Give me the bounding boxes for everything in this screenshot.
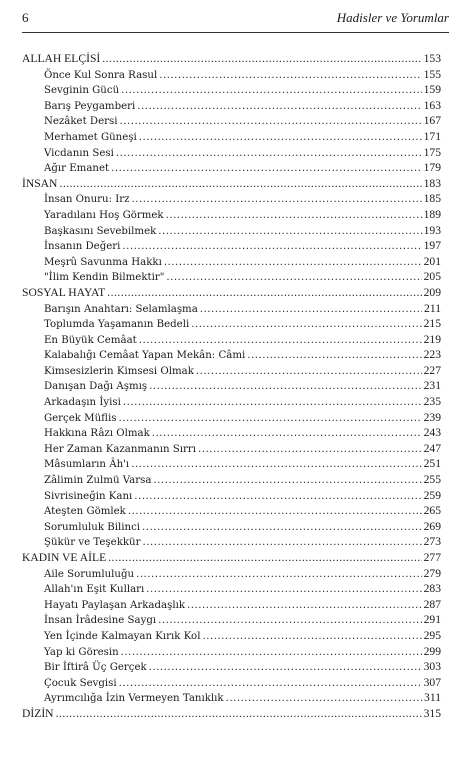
table-of-contents — [22, 51, 441, 722]
toc-entry-page: 235 — [423, 395, 441, 409]
toc-entry — [22, 534, 441, 550]
toc-entry — [22, 363, 441, 379]
toc-entry — [22, 238, 441, 254]
toc-entry-page: 209 — [423, 285, 441, 299]
toc-entry-title: İnsan İrâdesine Saygı — [44, 615, 157, 627]
dot-leader — [247, 348, 421, 364]
toc-entry — [22, 472, 441, 488]
toc-entry — [22, 98, 441, 114]
toc-entry — [22, 332, 441, 348]
toc-entry-title: Mâsumların Âh'ı — [44, 459, 130, 471]
toc-entry-page: 223 — [423, 348, 441, 362]
toc-entry-title: DİZİN — [22, 706, 54, 720]
dot-leader — [119, 676, 422, 692]
toc-entry — [22, 145, 441, 161]
dot-leader — [187, 598, 422, 614]
toc-entry-page: 163 — [423, 98, 441, 112]
toc-entry-page: 303 — [423, 660, 441, 674]
dot-leader — [121, 645, 422, 661]
toc-entry-page: 259 — [423, 488, 441, 502]
toc-entry-title: Ağır Emanet — [44, 163, 110, 175]
toc-entry-page: 219 — [423, 332, 441, 346]
toc-entry-title: Yaradılanı Hoş Görmek — [44, 209, 164, 221]
toc-entry — [22, 316, 441, 332]
toc-entry-page: 201 — [423, 254, 441, 268]
toc-entry-title: Önce Kul Sonra Rasul — [44, 69, 158, 81]
page-number: 6 — [22, 10, 29, 25]
toc-entry-title: Aile Sorumluluğu — [44, 568, 135, 580]
dot-leader — [132, 192, 422, 208]
toc-entry — [22, 223, 441, 239]
toc-entry — [22, 301, 441, 317]
toc-entry-page: 231 — [423, 379, 441, 393]
dot-leader — [136, 567, 422, 583]
dot-leader — [131, 457, 421, 473]
toc-entry-title: SOSYAL HAYAT — [22, 285, 106, 299]
toc-entry-page: 291 — [423, 613, 441, 627]
toc-entry-page: 315 — [423, 706, 441, 720]
dot-leader — [158, 224, 421, 240]
dot-leader — [111, 161, 422, 177]
toc-entry-page: 279 — [423, 566, 441, 580]
toc-entry-page: 239 — [423, 410, 441, 424]
dot-leader — [107, 285, 421, 301]
toc-entry — [22, 207, 441, 223]
toc-entry-title: Vicdanın Sesi — [44, 147, 114, 159]
toc-section-entry — [22, 550, 441, 566]
toc-entry — [22, 659, 441, 675]
toc-entry-title: Merhamet Güneşi — [44, 131, 137, 143]
toc-entry — [22, 566, 441, 582]
dot-leader — [226, 691, 422, 707]
toc-entry-page: 299 — [423, 644, 441, 658]
toc-entry-page: 183 — [423, 176, 441, 190]
toc-entry-title: "İlim Kendin Bilmektir" — [44, 272, 165, 284]
toc-entry — [22, 191, 441, 207]
dot-leader — [121, 83, 421, 99]
dot-leader — [139, 130, 422, 146]
toc-entry-title: Hayatı Paylaşan Arkadaşlık — [44, 599, 186, 611]
dot-leader — [166, 270, 421, 286]
dot-leader — [191, 317, 421, 333]
toc-entry-page: 179 — [423, 161, 441, 175]
toc-entry — [22, 269, 441, 285]
dot-leader — [118, 411, 421, 427]
toc-entry-title: ALLAH ELÇİSİ — [22, 52, 101, 65]
toc-section-entry — [22, 285, 441, 301]
toc-entry-title: Yen İçinde Kalmayan Kırık Kol — [44, 630, 201, 642]
toc-entry — [22, 160, 441, 176]
toc-entry — [22, 67, 441, 83]
toc-entry-title: Nezâket Dersi — [44, 116, 118, 128]
toc-entry — [22, 488, 441, 504]
toc-entry — [22, 378, 441, 394]
dot-leader — [128, 504, 422, 520]
toc-entry-title: Toplumda Yaşamanın Bedeli — [44, 319, 190, 331]
dot-leader — [146, 582, 421, 598]
toc-entry-page: 189 — [423, 207, 441, 221]
toc-entry-page: 307 — [423, 675, 441, 689]
toc-entry-page: 277 — [423, 551, 441, 564]
toc-entry-page: 269 — [423, 519, 441, 533]
toc-entry — [22, 597, 441, 613]
toc-entry — [22, 82, 441, 98]
dot-leader — [198, 442, 422, 458]
toc-entry — [22, 113, 441, 129]
toc-entry — [22, 129, 441, 145]
toc-entry-title: Sivrisineğin Kanı — [44, 490, 133, 502]
dot-leader — [158, 613, 422, 629]
toc-entry-page: 205 — [423, 270, 441, 284]
toc-entry-title: Şükür ve Teşekkür — [44, 537, 141, 549]
toc-entry — [22, 581, 441, 597]
toc-entry — [22, 394, 441, 410]
toc-entry — [22, 690, 441, 706]
dot-leader — [116, 146, 422, 162]
toc-entry-page: 155 — [423, 67, 441, 81]
dot-leader — [152, 426, 422, 442]
toc-entry-title: Barış Peygamberi — [44, 100, 136, 112]
toc-entry-title: Çocuk Sevgisi — [44, 677, 117, 689]
page-header — [22, 10, 449, 26]
toc-entry-title: Ayrımcılığa İzin Vermeyen Tanıklık — [44, 693, 224, 705]
toc-entry-page: 265 — [423, 504, 441, 518]
toc-entry-page: 211 — [424, 301, 441, 315]
dot-leader — [200, 302, 422, 318]
toc-entry-title: İnsan Onuru: Irz — [44, 194, 130, 206]
toc-entry — [22, 410, 441, 426]
dot-leader — [59, 176, 421, 192]
header-rule — [22, 32, 449, 33]
dot-leader — [119, 114, 421, 130]
toc-entry-page: 153 — [423, 52, 441, 65]
toc-entry — [22, 254, 441, 270]
dot-leader — [149, 379, 421, 395]
toc-entry — [22, 441, 441, 457]
toc-section-entry — [22, 51, 441, 67]
running-title: Hadisler ve Yorumlar — [336, 10, 449, 25]
toc-entry-page: 171 — [423, 129, 441, 143]
toc-entry — [22, 628, 441, 644]
dot-leader — [153, 473, 421, 489]
toc-entry-title: İnsanın Değeri — [44, 241, 121, 253]
dot-leader — [108, 550, 421, 566]
toc-entry — [22, 675, 441, 691]
dot-leader — [139, 333, 422, 349]
toc-entry-title: Bir İftirâ Üç Gerçek — [44, 662, 147, 674]
toc-entry — [22, 612, 441, 628]
dot-leader — [149, 660, 422, 676]
dot-leader — [122, 239, 421, 255]
toc-entry-page: 197 — [423, 239, 441, 253]
toc-entry-page: 159 — [423, 83, 441, 97]
toc-entry — [22, 347, 441, 363]
toc-entry-title: Arkadaşın İyisi — [44, 397, 121, 409]
toc-entry-title: Her Zaman Kazanmanın Sırrı — [44, 443, 196, 455]
dot-leader — [142, 520, 422, 536]
toc-entry-title: Barışın Anahtarı: Selamlaşma — [44, 303, 198, 315]
toc-section-entry — [22, 706, 441, 722]
toc-entry-title: İNSAN — [22, 176, 58, 190]
toc-entry-page: 215 — [423, 317, 441, 331]
dot-leader — [123, 395, 422, 411]
toc-entry-title: Sevginin Gücü — [44, 85, 120, 97]
toc-entry-title: En Büyük Cemâat — [44, 334, 137, 346]
dot-leader — [56, 706, 422, 722]
toc-entry — [22, 456, 441, 472]
toc-entry-title: Allah'ın Eşit Kulları — [44, 584, 145, 596]
toc-entry-page: 167 — [423, 114, 441, 128]
dot-leader — [166, 208, 422, 224]
toc-entry-title: Danışan Dağı Aşmış — [44, 381, 148, 393]
toc-entry-title: Sorumluluk Bilinci — [44, 521, 141, 533]
toc-entry-page: 193 — [423, 223, 441, 237]
toc-entry-page: 283 — [423, 582, 441, 596]
toc-entry-page: 295 — [423, 628, 441, 642]
toc-entry-page: 247 — [423, 441, 441, 455]
toc-entry-title: Yap ki Göresin — [44, 646, 119, 658]
dot-leader — [137, 99, 421, 115]
dot-leader — [196, 364, 422, 380]
toc-entry — [22, 503, 441, 519]
toc-entry-page: 311 — [424, 691, 441, 705]
toc-entry-title: Hakkına Râzı Olmak — [44, 428, 150, 440]
toc-section-entry — [22, 176, 441, 192]
toc-entry-title: Kimsesizlerin Kimsesi Olmak — [44, 365, 194, 377]
toc-entry-title: Kalabalığı Cemâat Yapan Mekân: Câmi — [44, 350, 246, 362]
toc-entry-title: KADIN VE AİLE — [22, 551, 107, 564]
toc-entry-page: 273 — [423, 535, 441, 549]
toc-entry-page: 243 — [423, 426, 441, 440]
toc-entry — [22, 644, 441, 660]
toc-entry-page: 175 — [423, 145, 441, 159]
toc-entry-page: 227 — [423, 363, 441, 377]
toc-entry-title: Zâlimin Zulmü Varsa — [44, 475, 152, 487]
toc-entry-page: 255 — [423, 473, 441, 487]
toc-entry-title: Başkasını Sevebilmek — [44, 225, 157, 237]
toc-entry — [22, 425, 441, 441]
dot-leader — [142, 535, 421, 551]
toc-entry — [22, 519, 441, 535]
dot-leader — [159, 68, 421, 84]
toc-entry-title: Ateşten Gömlek — [44, 506, 126, 518]
toc-entry-page: 251 — [423, 457, 441, 471]
dot-leader — [202, 629, 421, 645]
toc-entry-page: 287 — [423, 597, 441, 611]
dot-leader — [134, 489, 421, 505]
dot-leader — [164, 255, 422, 271]
toc-entry-title: Gerçek Müflis — [44, 412, 117, 424]
dot-leader — [102, 51, 421, 67]
toc-entry-page: 185 — [423, 192, 441, 206]
toc-entry-title: Meşrû Savunma Hakkı — [44, 256, 162, 268]
